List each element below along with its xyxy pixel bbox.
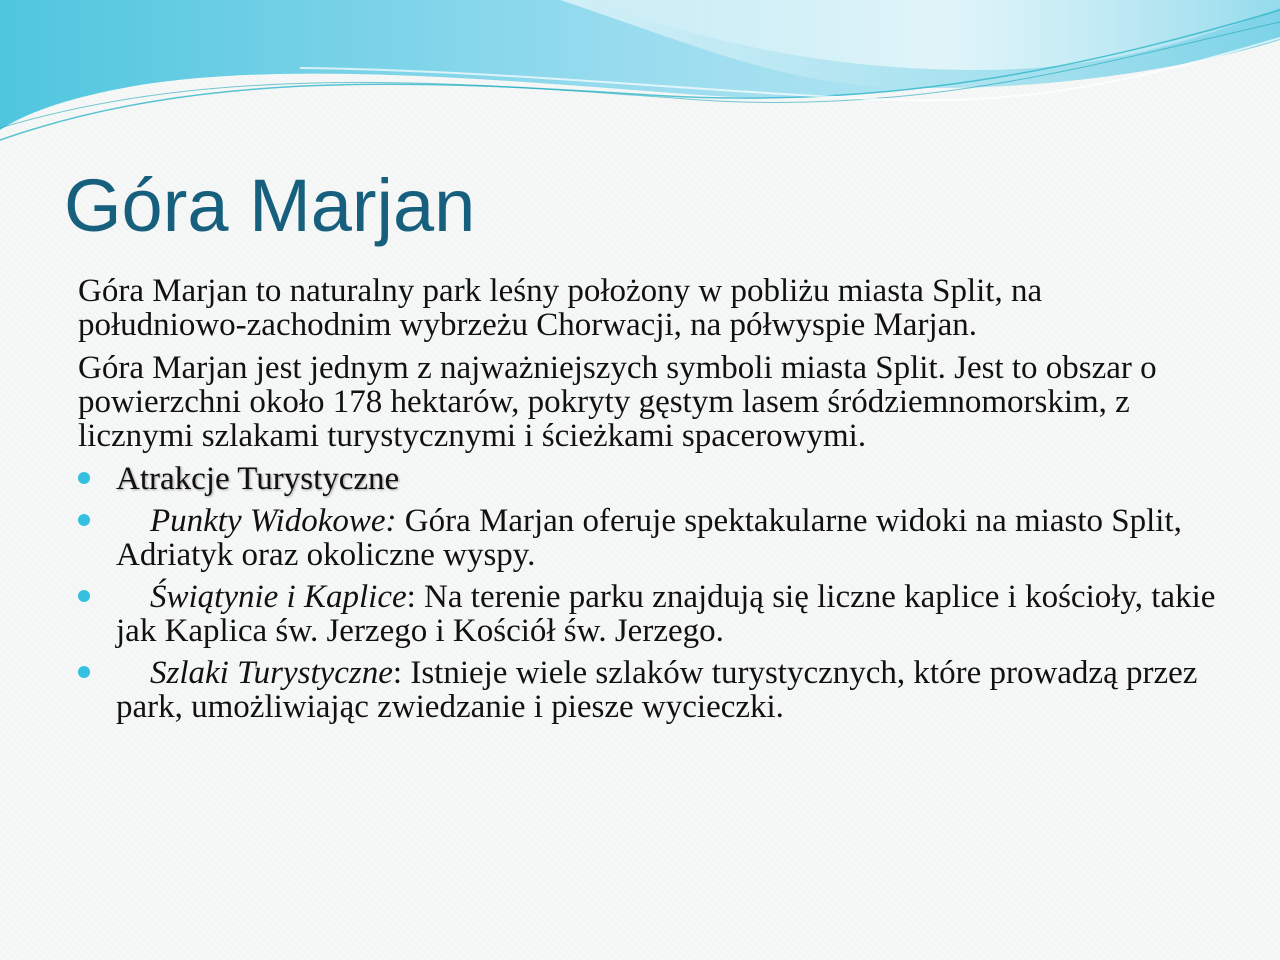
- bullet-term: Szlaki Turystyczne: [150, 655, 393, 691]
- bullet-text: : Na terenie parku znajdują się liczne kaplice i kościoły, takie jak Kaplica św. Jerzego i Kościół św. Jerzego.: [116, 579, 1216, 649]
- bullet-text: Góra Marjan oferuje spektakularne widoki na miasto Split, Adriatyk oraz okoliczne wyspy.: [116, 503, 1182, 573]
- section-heading-item: [78, 462, 1218, 496]
- bullet-dot-icon: [78, 514, 90, 526]
- bullet-dot-icon: [78, 590, 90, 602]
- slide-content: [78, 274, 1218, 732]
- bullet-item-trails: [78, 656, 1218, 724]
- description-paragraph: Góra Marjan jest jednym z najważniejszych symboli miasta Split. Jest to obszar o powierzchni około 178 hektarów, pokryty gęstym lasem śródziemnomorskim, z licznymi szlakami turystycznymi i ścieżkami spacerowymi.: [78, 350, 1157, 454]
- bullet-list: [78, 462, 1218, 724]
- bullet-item-churches: [78, 580, 1218, 648]
- bullet-dot-icon: [78, 472, 90, 484]
- bullet-term: Punkty Widokowe:: [150, 503, 397, 539]
- bullet-item-viewpoints: [78, 504, 1218, 572]
- bullet-text: : Istnieje wiele szlaków turystycznych, które prowadzą przez park, umożliwiając zwiedzanie i piesze wycieczki.: [116, 655, 1198, 725]
- section-heading: Atrakcje Turystyczne: [116, 461, 400, 497]
- bullet-dot-icon: [78, 666, 90, 678]
- bullet-term: Świątynie i Kaplice: [150, 579, 407, 615]
- wave-header-decoration: [0, 0, 1280, 150]
- intro-paragraph: Góra Marjan to naturalny park leśny położony w pobliżu miasta Split, na południowo-zachodnim wybrzeżu Chorwacji, na półwyspie Marjan.: [78, 273, 1043, 343]
- slide-title: Góra Marjan: [64, 164, 476, 247]
